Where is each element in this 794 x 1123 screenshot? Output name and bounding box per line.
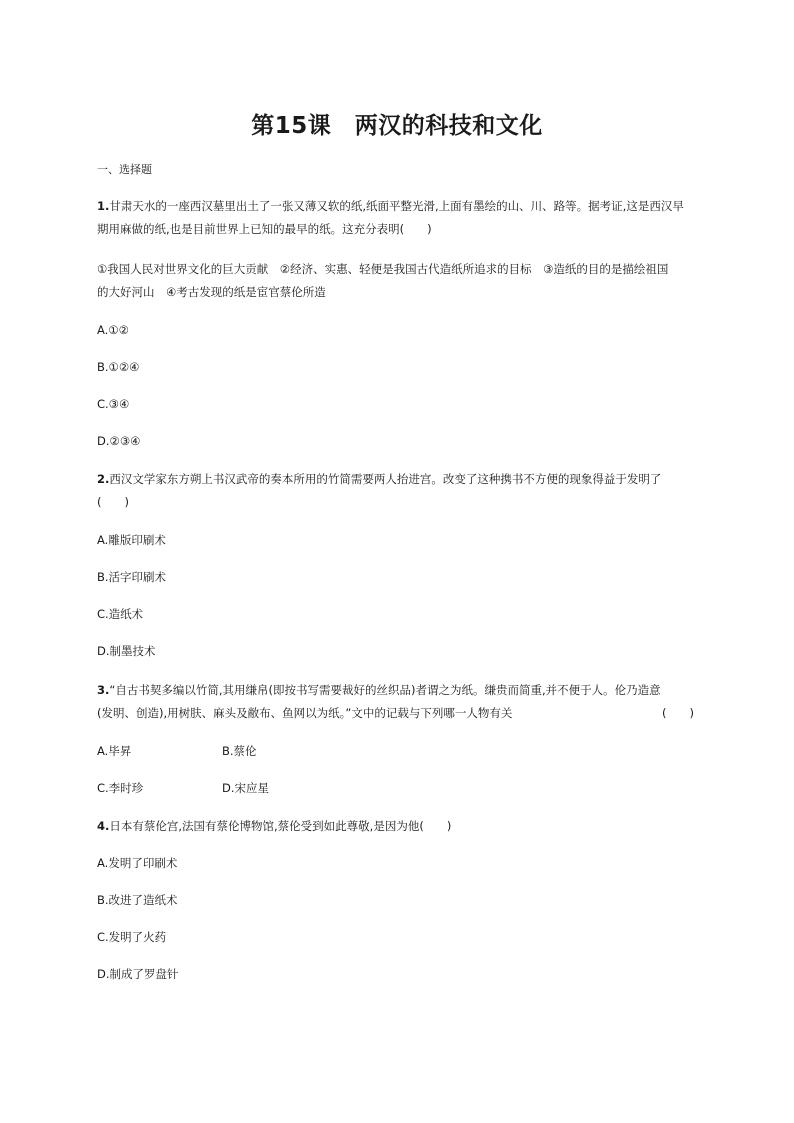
question-3-line-1 — [97, 683, 661, 697]
question-1-option-b: B.①②④ — [97, 360, 140, 374]
question-1-statements-line-2: 的大好河山 ④考古发现的纸是宦官蔡伦所造 — [97, 285, 326, 299]
question-3-number: 3. — [97, 683, 110, 697]
question-2-option-a: A.雕版印刷术 — [97, 533, 166, 547]
question-2-option-c: C.造纸术 — [97, 607, 144, 621]
question-4-option-a: A.发明了印刷术 — [97, 856, 178, 870]
question-1-number: 1. — [97, 199, 110, 213]
question-1-text-line-1: 甘肃天水的一座西汉墓里出土了一张又薄又软的纸,纸面平整光滑,上面有墨绘的山、川、路等。据考证,这是西汉早 — [109, 199, 684, 213]
question-1-text-line-2: 期用麻做的纸,也是目前世界上已知的最早的纸。这充分表明( ) — [97, 222, 432, 236]
question-4-option-c: C.发明了火药 — [97, 930, 167, 944]
question-4-text-line-1: 日本有蔡伦宫,法国有蔡伦博物馆,蔡伦受到如此尊敬,是因为他( ) — [109, 819, 452, 833]
section-heading: 一、选择题 — [97, 163, 152, 176]
question-2-text-line-2: ( ) — [97, 495, 129, 509]
question-3-option-d: D.宋应星 — [222, 781, 270, 795]
question-3-option-a: A.毕昇 — [97, 744, 132, 758]
question-4-option-b: B.改进了造纸术 — [97, 893, 178, 907]
question-2-number: 2. — [97, 472, 110, 486]
question-3-answer-paren: ( ) — [662, 706, 694, 720]
question-4-option-d: D.制成了罗盘针 — [97, 967, 179, 981]
question-3-option-c: C.李时珍 — [97, 781, 144, 795]
question-1-option-d: D.②③④ — [97, 434, 141, 448]
question-3-text-line-2: (发明、创造),用树肤、麻头及敝布、鱼网以为纸。”文中的记载与下列哪一人物有关 — [97, 706, 513, 720]
page-title: 第15课 两汉的科技和文化 — [251, 113, 543, 139]
question-2-option-d: D.制墨技术 — [97, 644, 156, 658]
question-4-number: 4. — [97, 819, 110, 833]
question-3-text-line-1: “自古书契多编以竹简,其用缣帛(即按书写需要裁好的丝织品)者谓之为纸。缣贵而简重,并不便于人。伦乃造意 — [109, 683, 661, 697]
question-4-line-1 — [97, 819, 451, 833]
question-1-line-1 — [97, 199, 684, 213]
question-3-option-b: B.蔡伦 — [222, 744, 257, 758]
question-1-option-a: A.①② — [97, 323, 129, 337]
question-1-option-c: C.③④ — [97, 397, 130, 411]
question-2-text-line-1: 西汉文学家东方朔上书汉武帝的奏本所用的竹简需要两人抬进宫。改变了这种携书不方便的现象得益于发明了 — [109, 472, 662, 486]
question-2-line-1 — [97, 472, 661, 486]
question-1-statements-line-1: ①我国人民对世界文化的巨大贡献 ②经济、实惠、轻便是我国古代造纸所追求的目标 ③造纸的目的是描绘祖国 — [97, 262, 669, 276]
question-2-option-b: B.活字印刷术 — [97, 570, 167, 584]
